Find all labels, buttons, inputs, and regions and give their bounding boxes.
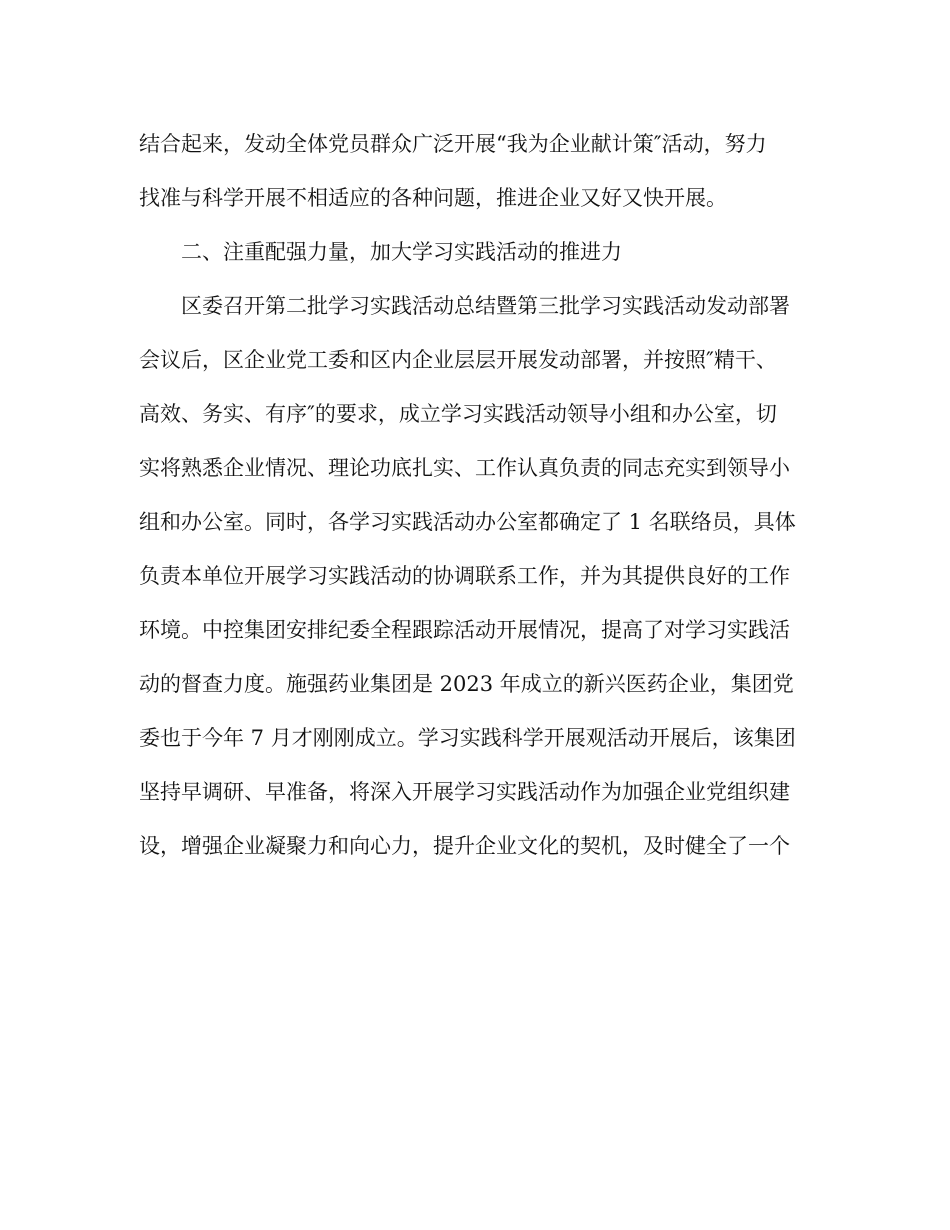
text-line: 会议后，区企业党工委和区内企业层层开展发动部署，并按照″精干、: [139, 348, 777, 372]
text-line: 负责本单位开展学习实践活动的协调联系工作，并为其提供良好的工作: [139, 564, 790, 588]
text-line: 设，增强企业凝聚力和向心力，提升企业文化的契机，及时健全了一个: [139, 834, 790, 858]
text-line: 动的督查力度。施强药业集团是 2023 年成立的新兴医药企业，集团党: [139, 672, 794, 696]
text-line: 找准与科学开展不相适应的各种问题，推进企业又好又快开展。: [139, 186, 727, 210]
text-line: 结合起来，发动全体党员群众广泛开展“我为企业献计策″活动，努力: [139, 132, 767, 156]
text-line: 实将熟悉企业情况、理论功底扎实、工作认真负责的同志充实到领导小: [139, 456, 790, 480]
text-line: 区委召开第二批学习实践活动总结暨第三批学习实践活动发动部署: [181, 294, 790, 318]
section-heading: 二、注重配强力量，加大学习实践活动的推进力: [181, 240, 622, 264]
text-line: 坚持早调研、早准备，将深入开展学习实践活动作为加强企业党组织建: [139, 780, 790, 804]
text-line: 环境。中控集团安排纪委全程跟踪活动开展情况，提高了对学习实践活: [139, 618, 790, 642]
body-text: [139, 122, 819, 878]
text-line: 委也于今年 7 月才刚刚成立。学习实践科学开展观活动开展后，该集团: [139, 726, 796, 750]
text-line: 高效、务实、有序″的要求，成立学习实践活动领导小组和办公室，切: [139, 402, 777, 426]
text-line: 组和办公室。同时，各学习实践活动办公室都确定了 1 名联络员，具体: [139, 510, 796, 534]
